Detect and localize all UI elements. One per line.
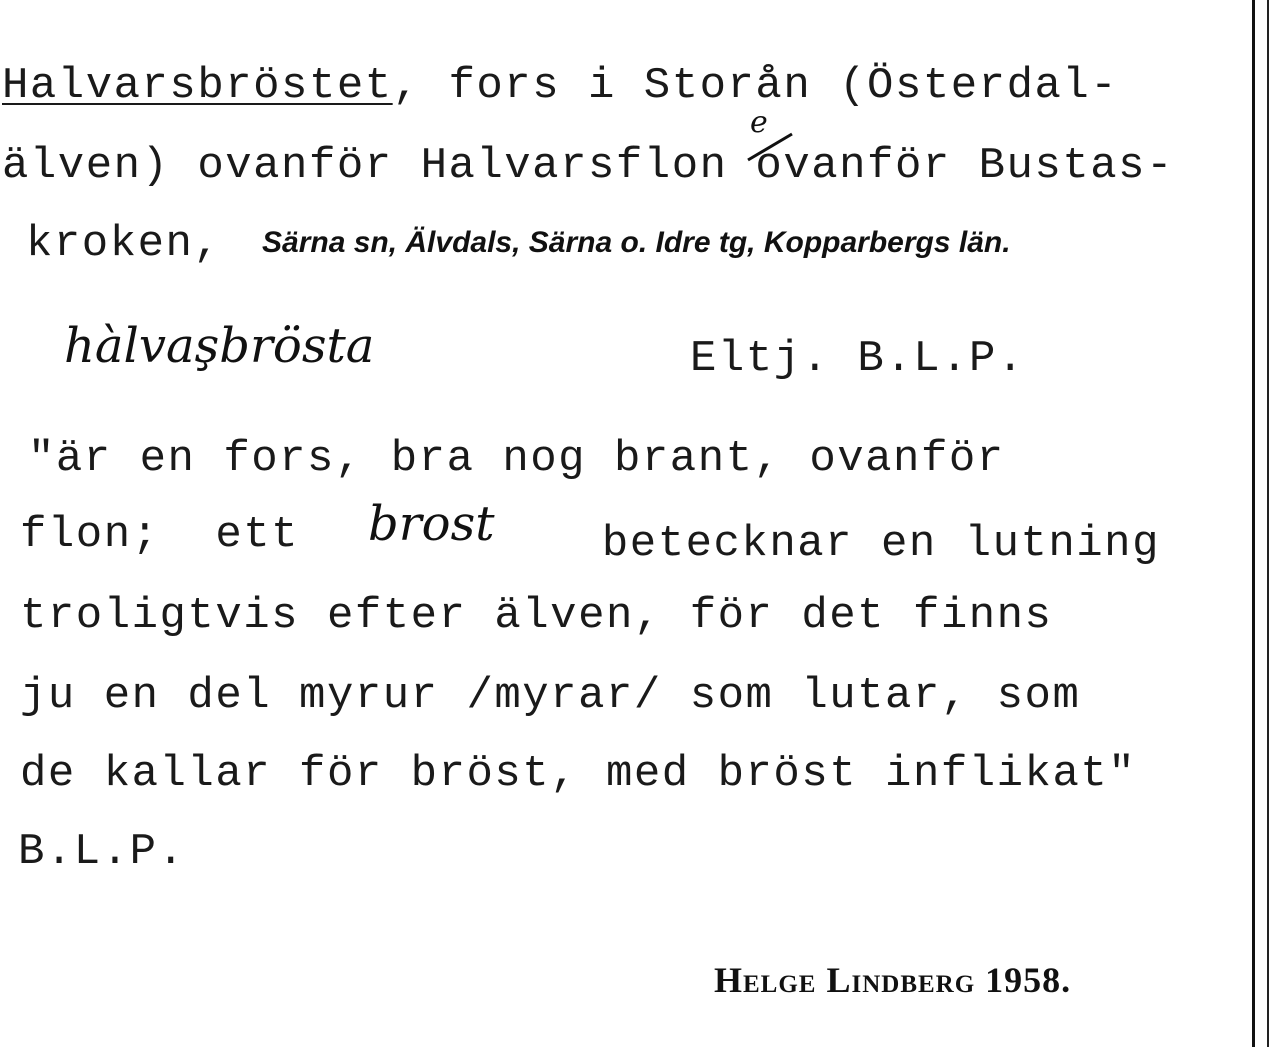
printed-location-stamp: Särna sn, Älvdals, Särna o. Idre tg, Kopparbergs län. bbox=[262, 226, 1011, 259]
entry-line-2-start: älven) ovanför Halvarsflon bbox=[2, 141, 728, 191]
quote-line-2-start: flon; ett bbox=[20, 510, 300, 560]
entry-line-1-rest: , fors i Storån (Österdal- bbox=[392, 61, 1119, 111]
quote-line-4: ju en del myrur /myrar/ som lutar, som bbox=[20, 671, 1081, 721]
collector-signature: Helge Lindberg 1958. bbox=[714, 960, 1072, 1000]
entry-line-3-typed: kroken, bbox=[26, 219, 222, 269]
quote-line-5: de kallar för bröst, med bröst inflikat" bbox=[20, 749, 1137, 799]
entry-line-2-end: ovanför Bustas- bbox=[727, 141, 1174, 191]
entry-line-1 bbox=[2, 61, 1119, 111]
handwritten-pronunciation: hàlvaşbrösta bbox=[64, 318, 375, 374]
pronunciation-source: Eltj. B.L.P. bbox=[690, 334, 1025, 384]
quote-line-2-end: betecknar en lutning bbox=[574, 519, 1160, 569]
strike-mark bbox=[740, 128, 800, 168]
card-edge-line-outer bbox=[1267, 0, 1269, 1047]
quote-line-1: "är en fors, bra nog brant, ovanför bbox=[28, 434, 1005, 484]
quote-line-3: troligtvis efter älven, för det finns bbox=[20, 591, 1053, 641]
handwritten-correction: e bbox=[750, 105, 768, 140]
headword: Halvarsbröstet bbox=[2, 61, 393, 111]
quote-source: B.L.P. bbox=[18, 827, 186, 877]
handwritten-word: brost bbox=[368, 496, 495, 552]
entry-line-2 bbox=[2, 141, 1174, 191]
quote-line-2 bbox=[20, 510, 300, 560]
card-edge-line bbox=[1252, 0, 1255, 1047]
